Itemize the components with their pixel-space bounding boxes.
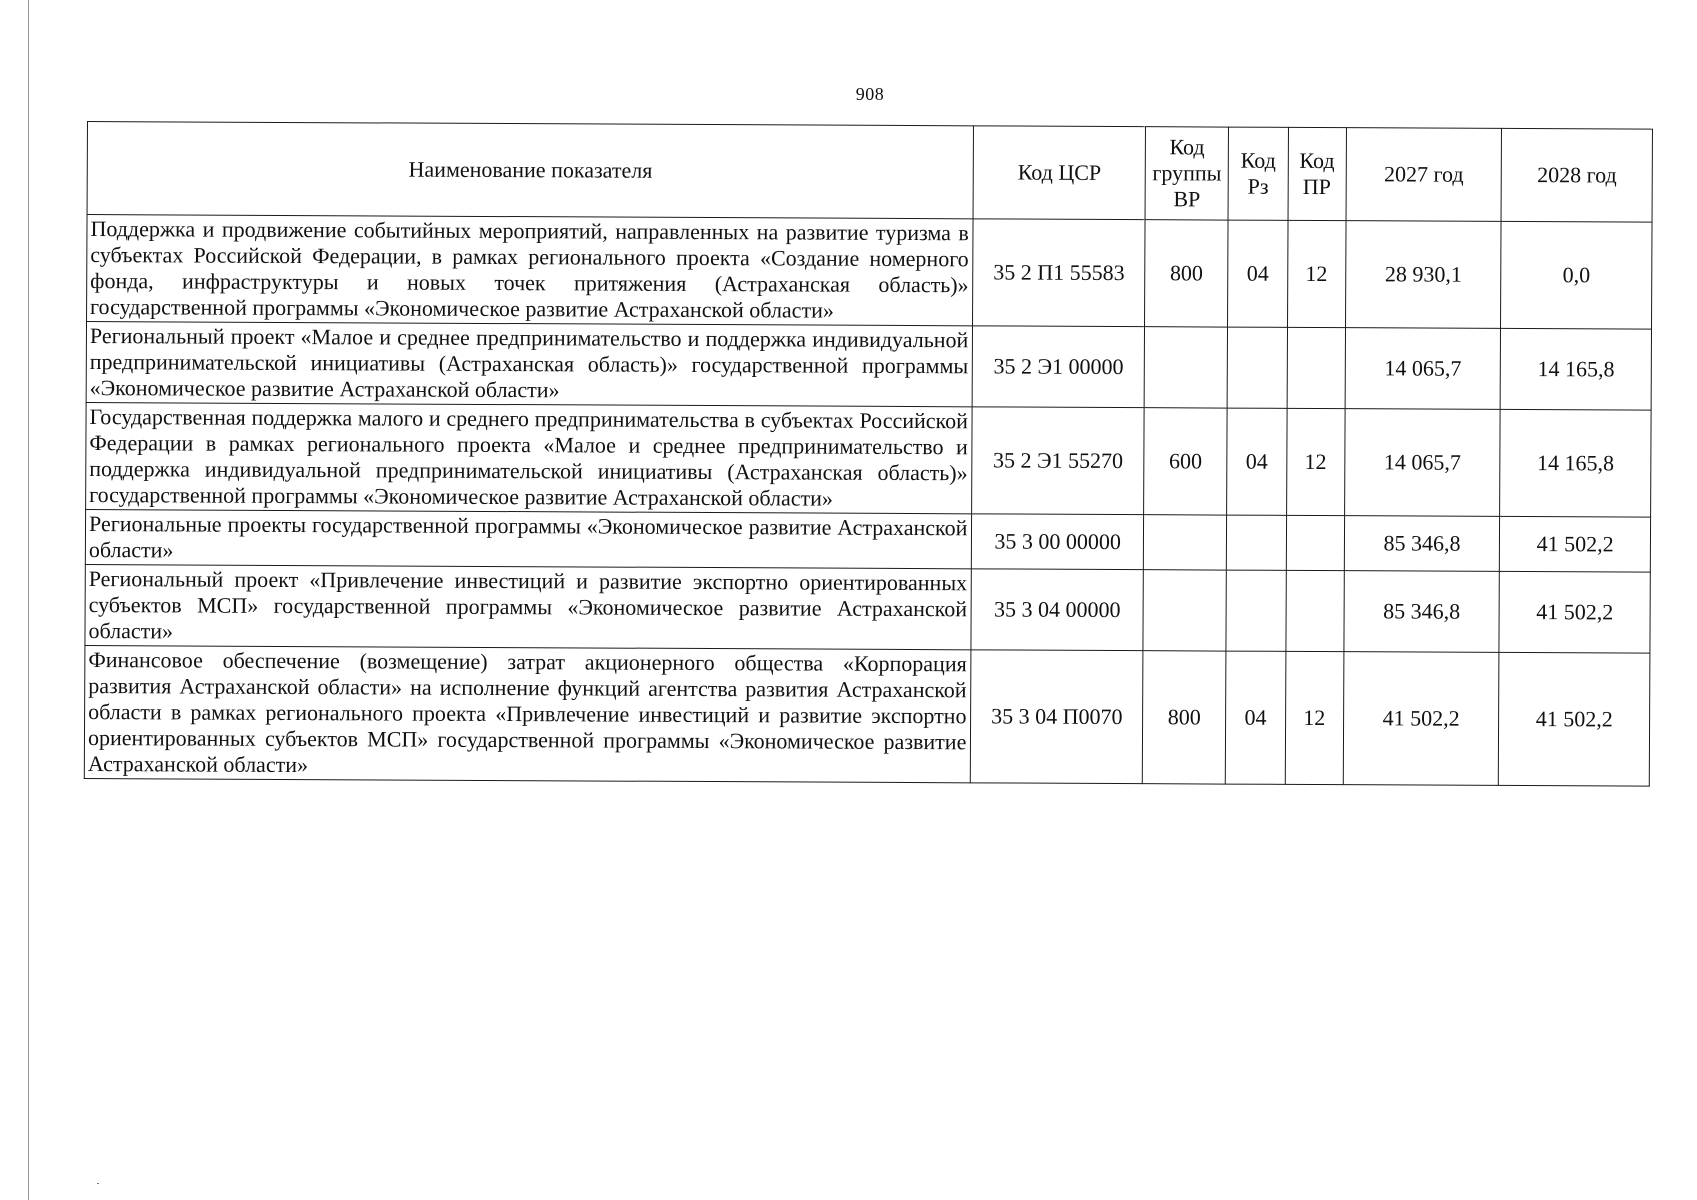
row-indicator-name: Поддержка и продвижение событийных мероприятий, направленных на развитие туризма в субъектах Российской Федерации, в рамках регионального проекта «Создание номерного фонда, инфраструктуры и новых точек притяжения (Астраханская область)» государственной программы «Экономическое развитие Астраханской области» bbox=[87, 215, 974, 326]
header-csr-code: Код ЦСР bbox=[973, 126, 1145, 220]
row-vr-code bbox=[1143, 515, 1227, 570]
header-vr-group-code bbox=[1145, 127, 1229, 220]
header-rz-line: Код bbox=[1240, 147, 1276, 173]
row-rz-code: 04 bbox=[1228, 220, 1288, 327]
row-pr-code: 12 bbox=[1287, 220, 1346, 327]
row-amount-2027: 28 930,1 bbox=[1345, 221, 1501, 329]
row-pr-code bbox=[1287, 327, 1346, 408]
row-indicator-name: Финансовое обеспечение (возмещение) затрат акционерного общества «Корпорация развития Астраханской области» на исполнение функций агентства развития Астраханской области в рамках регионального проекта «Привлечение инвестиций и развитие экспортно ориентированных субъектов МСП» государственной программы «Экономическое развитие Астраханской области» bbox=[84, 645, 971, 782]
table-row bbox=[87, 215, 1653, 330]
row-rz-code: 04 bbox=[1226, 651, 1286, 784]
row-pr-code bbox=[1286, 570, 1345, 651]
row-indicator-name: Региональный проект «Привлечение инвестиций и развитие экспортно ориентированных субъектов МСП» государственной программы «Экономическое развитие Астраханской области» bbox=[85, 564, 972, 649]
header-vr-line: Код bbox=[1169, 134, 1205, 160]
row-csr-code: 35 3 04 П0070 bbox=[971, 650, 1143, 784]
row-vr-code: 800 bbox=[1142, 651, 1226, 784]
row-rz-code bbox=[1227, 515, 1286, 570]
row-indicator-name: Региональный проект «Малое и среднее предпринимательство и поддержка индивидуальной предпринимательской инициативы (Астраханская область)» государственной программы «Экономическое развитие Астраханской области» bbox=[86, 322, 973, 407]
row-csr-code: 35 3 04 00000 bbox=[971, 569, 1143, 651]
header-pr-line: ПР bbox=[1302, 173, 1332, 200]
budget-table bbox=[84, 121, 1653, 787]
scan-speck bbox=[97, 1183, 99, 1184]
header-rz-line: Рз bbox=[1247, 173, 1269, 199]
page-number: 908 bbox=[855, 84, 885, 104]
row-pr-code: 12 bbox=[1285, 651, 1344, 784]
header-pr-code bbox=[1288, 127, 1347, 220]
header-row bbox=[87, 122, 1652, 223]
row-csr-code: 35 2 Э1 55270 bbox=[972, 407, 1144, 515]
header-indicator-name: Наименование показателя bbox=[87, 122, 974, 219]
row-indicator-name: Региональные проекты государственной программы «Экономическое развитие Астраханской области» bbox=[85, 509, 972, 568]
row-amount-2028: 41 502,2 bbox=[1500, 516, 1651, 572]
row-pr-code: 12 bbox=[1286, 408, 1345, 515]
table-row bbox=[84, 645, 1650, 786]
row-amount-2028: 41 502,2 bbox=[1499, 571, 1650, 653]
row-csr-code: 35 3 00 00000 bbox=[972, 514, 1144, 570]
row-amount-2028: 14 165,8 bbox=[1500, 328, 1651, 410]
table-body bbox=[84, 215, 1652, 787]
row-vr-code: 600 bbox=[1144, 408, 1228, 515]
table-row bbox=[86, 402, 1652, 517]
row-vr-code: 800 bbox=[1145, 220, 1229, 327]
row-pr-code bbox=[1286, 515, 1344, 570]
row-amount-2028: 0,0 bbox=[1501, 221, 1652, 329]
row-amount-2028: 14 165,8 bbox=[1500, 409, 1651, 517]
row-amount-2027: 85 346,8 bbox=[1344, 516, 1500, 572]
row-rz-code bbox=[1226, 570, 1286, 651]
row-amount-2027: 14 065,7 bbox=[1344, 409, 1500, 517]
scan-page-edge bbox=[28, 0, 29, 1200]
table-row bbox=[85, 564, 1650, 653]
row-amount-2028: 41 502,2 bbox=[1499, 652, 1650, 786]
row-csr-code: 35 2 П1 55583 bbox=[973, 219, 1145, 327]
row-csr-code: 35 2 Э1 00000 bbox=[973, 326, 1145, 408]
table-row bbox=[85, 509, 1650, 572]
header-year-2028: 2028 год bbox=[1501, 128, 1652, 222]
header-pr-line: Код bbox=[1299, 147, 1335, 174]
header-vr-line: группы bbox=[1152, 160, 1222, 186]
row-amount-2027: 41 502,2 bbox=[1343, 652, 1499, 786]
table-header bbox=[87, 122, 1652, 223]
row-amount-2027: 85 346,8 bbox=[1344, 571, 1500, 653]
header-year-2027: 2027 год bbox=[1346, 128, 1502, 222]
row-rz-code: 04 bbox=[1227, 408, 1287, 515]
row-amount-2027: 14 065,7 bbox=[1345, 328, 1501, 410]
row-vr-code bbox=[1144, 327, 1228, 408]
table-row bbox=[86, 322, 1651, 411]
header-rz-code bbox=[1228, 127, 1288, 220]
header-vr-line: ВР bbox=[1173, 186, 1201, 212]
row-indicator-name: Государственная поддержка малого и среднего предпринимательства в субъектах Российской Федерации в рамках регионального проекта «Малое и среднее предпринимательство и поддержка индивидуальной предпринимательской инициативы (Астраханская область)» государственной программы «Экономическое развитие Астраханской области» bbox=[86, 402, 973, 513]
row-rz-code bbox=[1227, 327, 1287, 408]
row-vr-code bbox=[1143, 570, 1227, 651]
